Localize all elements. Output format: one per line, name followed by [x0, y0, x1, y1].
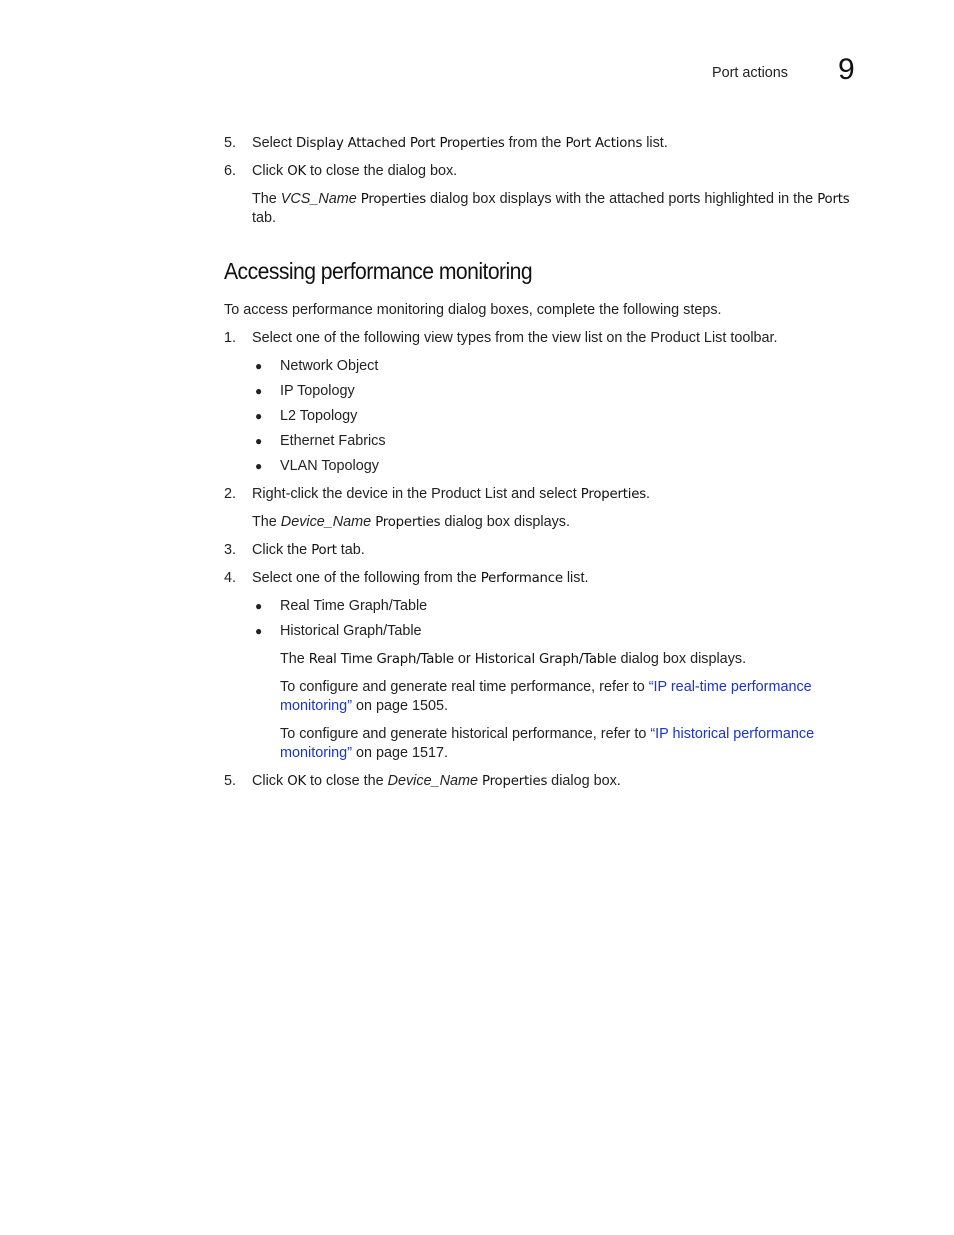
text: To configure and generate real time performance, refer to [280, 679, 649, 695]
text: Click the [252, 542, 312, 558]
text: dialog box displays. [616, 651, 747, 667]
ui-term: Properties [360, 192, 426, 207]
ui-term: Properties [481, 774, 548, 789]
ui-term: Port Actions [565, 136, 643, 151]
realtime-performance-link[interactable]: “IP real-time performance monitoring” [280, 679, 812, 714]
text: on page 1517. [351, 745, 449, 761]
list-item [224, 382, 869, 401]
list-item [224, 432, 869, 451]
ui-term: Properties [375, 515, 441, 530]
text: dialog box. [547, 773, 621, 789]
ui-term: OK [287, 164, 306, 179]
bullet-icon: ● [255, 409, 263, 423]
text: to close the [305, 773, 388, 789]
step-5-click-ok [224, 772, 869, 791]
text: The [252, 514, 281, 530]
bullet-icon: ● [255, 459, 263, 473]
list-item [224, 357, 869, 376]
text: tab. [336, 542, 365, 558]
list-item-text: Ethernet Fabrics [280, 433, 386, 449]
step-2-right-click [224, 485, 869, 504]
text: tab. [252, 210, 277, 226]
step-2-note [224, 513, 869, 532]
list-item [224, 622, 869, 641]
step-4-note-dialog [224, 650, 869, 669]
text: to close the dialog box. [305, 163, 458, 179]
text: from the [504, 135, 566, 151]
step-number: 6. [224, 163, 237, 179]
text: Select one of the following view types from the view list on the Product List toolbar. [252, 330, 778, 346]
ui-term: Display Attached Port Properties [296, 136, 505, 151]
step-4-note-realtime [224, 678, 869, 716]
ui-term: Properties [580, 487, 646, 502]
step-6-click-ok [224, 162, 869, 181]
chapter-number: 9 [838, 53, 855, 86]
step-4-note-historical [224, 725, 869, 763]
section-heading: Accessing performance monitoring [224, 258, 533, 284]
list-item-text: Real Time Graph/Table [280, 598, 428, 614]
list-item-text: L2 Topology [280, 408, 358, 424]
ui-term: Ports [817, 192, 850, 207]
list-item-text: IP Topology [280, 383, 355, 399]
bullet-icon: ● [255, 599, 263, 613]
variable-term: VCS_Name [280, 191, 357, 207]
list-item-text: VLAN Topology [280, 458, 379, 474]
step-6-note [224, 190, 869, 228]
step-1-select-view [224, 329, 869, 348]
list-item-text: Historical Graph/Table [280, 623, 422, 639]
text: Select one of the following from the [252, 570, 481, 586]
text: Click [252, 163, 288, 179]
text: list. [642, 135, 668, 151]
text: To configure and generate historical performance, refer to [280, 726, 651, 742]
text: Select [252, 135, 296, 151]
intro-paragraph: To access performance monitoring dialog boxes, complete the following steps. [224, 302, 722, 318]
step-number: 5. [224, 135, 237, 151]
step-number: 2. [224, 486, 237, 502]
step-number: 1. [224, 330, 237, 346]
ui-term: Real Time Graph/Table [308, 652, 454, 667]
list-item [224, 457, 869, 476]
text: or [453, 651, 475, 667]
text: on page 1505. [351, 698, 449, 714]
historical-performance-link[interactable]: “IP historical performance monitoring” [280, 726, 815, 761]
text: . [645, 486, 650, 502]
variable-term: Device_Name [280, 514, 372, 530]
bullet-icon: ● [255, 359, 263, 373]
list-item [224, 407, 869, 426]
bullet-icon: ● [255, 624, 263, 638]
ui-term: Performance [480, 571, 563, 586]
bullet-icon: ● [255, 384, 263, 398]
text: list. [562, 570, 589, 586]
text: The [252, 191, 281, 207]
bullet-icon: ● [255, 434, 263, 448]
step-4-select-performance [224, 569, 869, 588]
text: Click [252, 773, 288, 789]
step-number: 4. [224, 570, 237, 586]
step-number: 5. [224, 773, 237, 789]
step-number: 3. [224, 542, 237, 558]
text: The [280, 651, 309, 667]
text: dialog box displays with the attached ports highlighted in the [425, 191, 818, 207]
document-body [224, 134, 869, 800]
variable-term: Device_Name [387, 773, 478, 789]
list-item-text: Network Object [280, 358, 379, 374]
page-header-section: Port actions [712, 65, 788, 81]
list-item [224, 597, 869, 616]
step-3-click-port [224, 541, 869, 560]
text: dialog box displays. [440, 514, 570, 530]
text: Right-click the device in the Product List and select [252, 486, 581, 502]
ui-term: OK [287, 774, 306, 789]
step-5-select-display [224, 134, 869, 153]
ui-term: Port [311, 543, 337, 558]
ui-term: Historical Graph/Table [474, 652, 617, 667]
